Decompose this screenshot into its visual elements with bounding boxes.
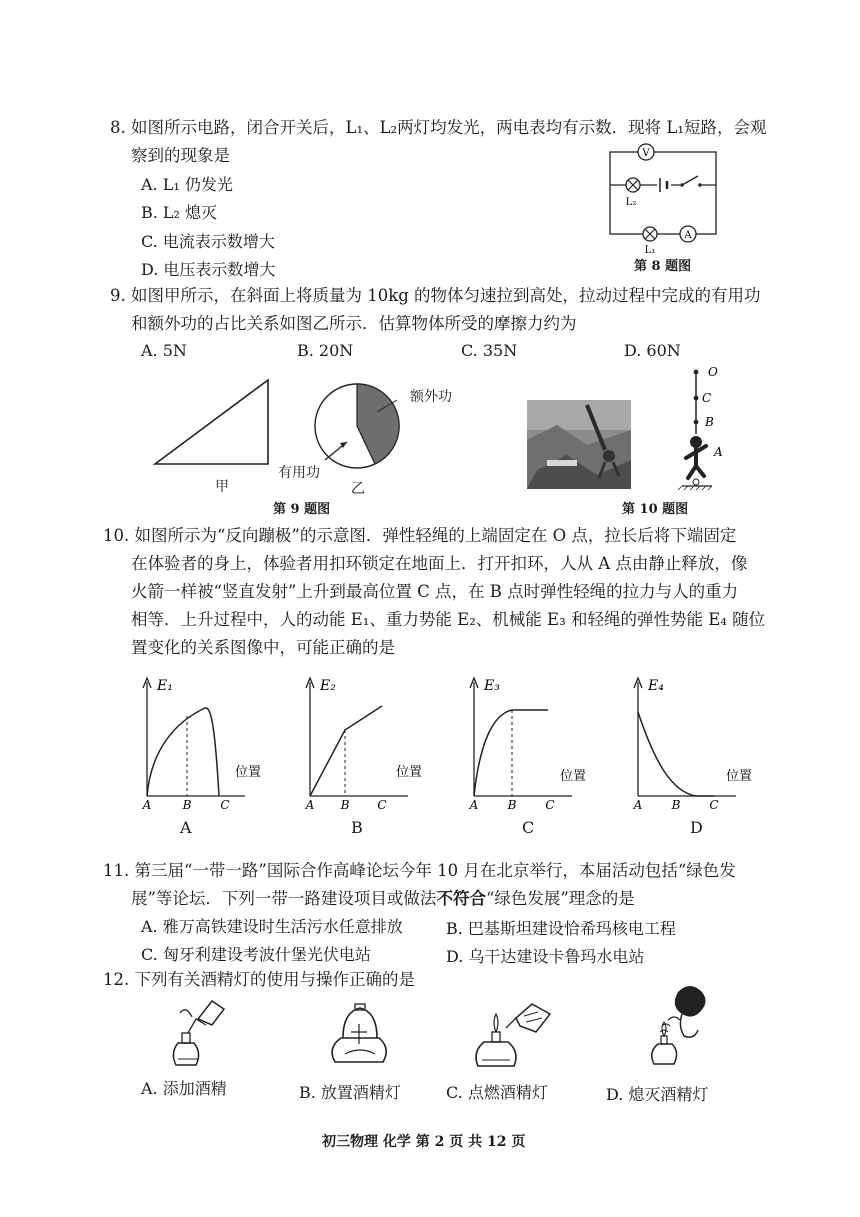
svg-text:C: C	[545, 798, 555, 812]
q9-figure-caption: 第 9 题图	[273, 502, 331, 517]
q10-stem-line4: 相等．上升过程中，人的动能 E₁、重力势能 E₂、机械能 E₃ 和轻绳的弹性势能 E₄ 随位	[131, 610, 766, 629]
q9-option-d: D. 60N	[624, 341, 681, 360]
q9-option-b: B. 20N	[297, 341, 354, 360]
q10-graph-a-option: A	[180, 818, 192, 837]
q8-figure-caption: 第 8 题图	[634, 259, 692, 274]
svg-text:B: B	[705, 415, 714, 429]
q11-stem-emphasis: 不符合	[436, 889, 486, 908]
svg-text:A: A	[684, 230, 692, 241]
page-footer: 初三物理 化学 第 2 页 共 12 页	[322, 1134, 526, 1150]
q9-label-yi: 乙	[351, 481, 365, 497]
q9-pie-label-useful-work: 有用功	[278, 465, 320, 481]
q12-option-b: B. 放置酒精灯	[299, 1083, 401, 1102]
q8-option-c: C. 电流表示数增大	[141, 232, 275, 251]
q11-stem-line2-post: “绿色发展”理念的是	[485, 889, 635, 908]
q12-option-c: C. 点燃酒精灯	[446, 1083, 548, 1102]
q10-graph-b-option: B	[351, 818, 363, 837]
q11-option-a: A. 雅万高铁建设时生活污水任意排放	[141, 917, 403, 936]
svg-text:A: A	[469, 798, 479, 812]
svg-text:A: A	[714, 445, 723, 459]
q10-stem-line3: 火箭一样被“竖直发射”上升到最高位置 C 点，在 B 点时弹性轻绳的拉力与人的重力	[131, 582, 739, 601]
svg-text:A: A	[633, 798, 643, 812]
q10-graph-b	[298, 670, 438, 810]
q10-graph-d	[626, 670, 766, 810]
svg-text:A: A	[305, 798, 315, 812]
svg-text:L₁: L₁	[644, 245, 656, 256]
q8-circuit-diagram	[600, 140, 730, 256]
q10-stem-line5: 置变化的关系图像中，可能正确的是	[131, 638, 395, 657]
q8-option-a: A. L₁ 仍发光	[141, 175, 233, 194]
svg-text:B: B	[340, 798, 350, 812]
svg-text:E₂: E₂	[320, 678, 336, 694]
q9-incline-figure	[150, 375, 275, 470]
svg-text:B: B	[182, 798, 192, 812]
q10-graph-c	[462, 670, 602, 810]
svg-text:E₄: E₄	[648, 678, 664, 694]
q9-option-a: A. 5N	[141, 341, 187, 360]
q12-illustration-d	[638, 982, 728, 1072]
q10-bungee-diagram	[670, 362, 730, 492]
q9-option-c: C. 35N	[461, 341, 518, 360]
svg-text:E₁: E₁	[157, 678, 173, 694]
q9-stem-line2: 和额外功的占比关系如图乙所示．估算物体所受的摩擦力约为	[131, 314, 577, 333]
q10-photo	[527, 400, 632, 490]
q12-option-d: D. 熄灭酒精灯	[606, 1085, 709, 1104]
svg-text:B: B	[507, 798, 517, 812]
q11-option-c: C. 匈牙利建设考波什堡光伏电站	[141, 945, 371, 964]
q8-option-b: B. L₂ 熄灭	[141, 203, 218, 222]
q8-stem-line1: 8. 如图所示电路，闭合开关后，L₁、L₂两灯均发光，两电表均有示数．现将 L₁短路，会观	[110, 118, 767, 137]
q10-stem-line2: 在体验者的身上，体验者用扣环锁定在地面上．打开扣环，人从 A 点由静止释放，像	[131, 554, 748, 573]
q9-pie-chart	[305, 380, 480, 480]
q11-stem-line1: 11. 第三届“一带一路”国际合作高峰论坛今年 10 月在北京举行，本届活动包括“绿色发	[103, 861, 736, 880]
q11-stem-line2-pre: 展”等论坛．下列一带一路建设项目或做法	[131, 889, 437, 908]
q11-stem-line2	[131, 885, 635, 913]
q12-illustration-c	[472, 998, 557, 1073]
svg-text:O: O	[708, 365, 718, 379]
q12-option-a: A. 添加酒精	[141, 1079, 227, 1098]
q9-label-jia: 甲	[215, 479, 229, 495]
svg-text:E₃: E₃	[484, 678, 500, 694]
svg-text:B: B	[671, 798, 681, 812]
svg-text:C: C	[377, 798, 387, 812]
svg-text:A: A	[142, 798, 152, 812]
q10-graph-a	[135, 670, 275, 810]
svg-text:C: C	[220, 798, 230, 812]
q12-illustration-a	[160, 995, 235, 1070]
svg-text:C: C	[702, 391, 712, 405]
q12-stem: 12. 下列有关酒精灯的使用与操作正确的是	[103, 970, 415, 989]
q12-illustration-b	[325, 998, 395, 1073]
q9-stem-line1: 9. 如图甲所示，在斜面上将质量为 10kg 的物体匀速拉到高处，拉动过程中完成的有用功	[110, 286, 761, 305]
svg-text:位置: 位置	[726, 769, 753, 784]
q10-graph-d-option: D	[690, 818, 703, 837]
q10-graph-c-option: C	[522, 818, 535, 837]
q10-stem-line1: 10. 如图所示为“反向蹦极”的示意图．弹性轻绳的上端固定在 O 点，拉长后将下端固定	[103, 526, 737, 545]
q8-option-d: D. 电压表示数增大	[141, 260, 276, 279]
q11-option-b: B. 巴基斯坦建设恰希玛核电工程	[446, 919, 676, 938]
q8-stem-line2: 察到的现象是	[131, 146, 230, 165]
svg-text:L₂: L₂	[625, 197, 637, 208]
q11-option-d: D. 乌干达建设卡鲁玛水电站	[446, 947, 645, 966]
svg-text:位置: 位置	[560, 769, 587, 784]
q10-figure-caption: 第 10 题图	[622, 502, 689, 517]
svg-text:位置: 位置	[235, 765, 262, 780]
svg-text:位置: 位置	[396, 765, 423, 780]
svg-text:V: V	[642, 148, 650, 159]
svg-text:C: C	[709, 798, 719, 812]
q9-pie-label-extra-work: 额外功	[410, 389, 452, 405]
